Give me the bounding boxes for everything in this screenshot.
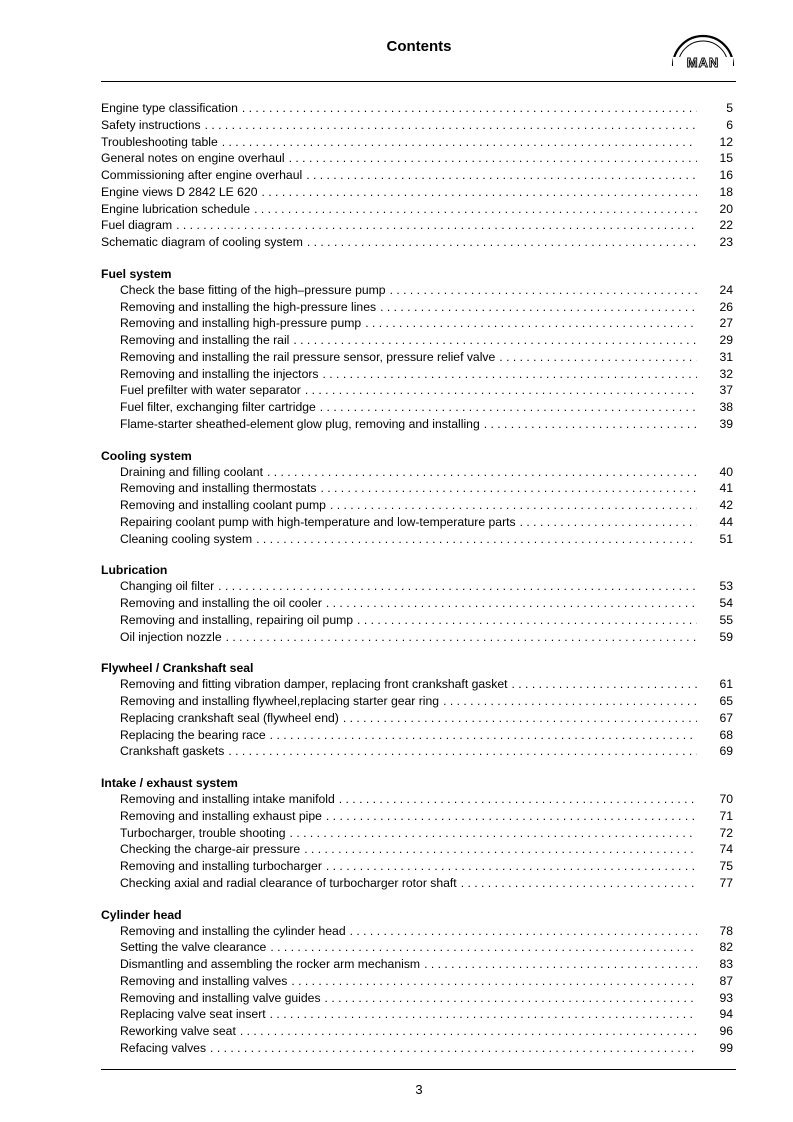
- toc-entry-label: Cleaning cooling system: [120, 531, 253, 546]
- toc-entry[interactable]: [101, 514, 733, 531]
- toc-entry-label: Removing and installing the high-pressure lines: [120, 299, 377, 314]
- toc-entry[interactable]: [101, 710, 733, 727]
- section-heading: Flywheel / Crankshaft seal: [101, 661, 254, 676]
- toc-entry-label: Replacing crankshaft seal (flywheel end): [120, 710, 339, 725]
- toc-entry-page: 26: [719, 299, 733, 314]
- toc-entry-label: Flame-starter sheathed-element glow plug, removing and installing: [120, 416, 480, 431]
- toc-entry[interactable]: [101, 382, 733, 399]
- toc-entry-page: 61: [719, 677, 733, 692]
- toc-entry-label: Setting the valve clearance: [120, 940, 267, 955]
- toc-entry-label: Replacing the bearing race: [120, 727, 266, 742]
- toc-entry-page: 38: [719, 400, 733, 414]
- toc-entry[interactable]: [101, 480, 733, 497]
- dot-leader: [499, 349, 697, 366]
- toc-entry-page: 93: [719, 990, 733, 1005]
- toc-entry-page: 37: [719, 383, 733, 398]
- toc-entry-label: Dismantling and assembling the rocker arm mechanism: [120, 957, 421, 971]
- toc-entry[interactable]: [101, 366, 733, 383]
- toc-entry-page: 51: [719, 531, 733, 546]
- man-logo: [669, 32, 737, 70]
- toc-entry-page: 87: [719, 973, 733, 988]
- toc-entry-page: 12: [719, 134, 733, 149]
- toc-entry-label: Removing and installing the oil cooler: [120, 596, 322, 610]
- toc-entry[interactable]: [101, 727, 733, 744]
- toc-entry[interactable]: [101, 531, 733, 548]
- toc-entry-page: 31: [719, 349, 733, 364]
- toc-entry[interactable]: [101, 117, 733, 134]
- toc-entry[interactable]: [101, 1023, 733, 1040]
- toc-entry[interactable]: [101, 875, 733, 892]
- toc-entry[interactable]: [101, 1040, 733, 1057]
- dot-leader: [350, 923, 697, 940]
- toc-entry-label: Draining and filling coolant: [120, 464, 263, 479]
- toc-entry-label: Removing and installing the rail pressure sensor, pressure relief valve: [120, 349, 496, 364]
- toc-entry-label: Removing and installing exhaust pipe: [120, 808, 322, 823]
- toc-entry-label: Removing and installing, repairing oil pump: [120, 612, 354, 627]
- toc-entry-page: 83: [719, 957, 733, 971]
- dot-leader: [218, 578, 697, 595]
- toc-entry[interactable]: [101, 497, 733, 514]
- dot-leader: [343, 710, 697, 727]
- dot-leader: [339, 791, 697, 808]
- toc-entry[interactable]: [101, 939, 733, 956]
- toc-entry-label: Removing and installing the cylinder head: [120, 923, 346, 938]
- dot-leader: [443, 693, 697, 710]
- toc-entry[interactable]: [101, 693, 733, 710]
- toc-entry-page: 18: [719, 184, 733, 199]
- toc-entry-page: 75: [719, 859, 733, 873]
- dot-leader: [306, 167, 697, 184]
- toc-entry-page: 5: [726, 101, 733, 115]
- toc-entry-label: Removing and installing coolant pump: [120, 498, 326, 512]
- page-number: 3: [415, 1082, 423, 1097]
- dot-leader: [291, 973, 697, 990]
- toc-entry[interactable]: [101, 629, 733, 646]
- toc-entry-label: Check the base fitting of the high–pressure pump: [120, 282, 386, 297]
- toc-entry-label: Removing and installing the rail: [120, 333, 290, 347]
- toc-entry-page: 32: [719, 366, 733, 381]
- dot-leader: [320, 399, 697, 416]
- toc-entry-page: 71: [719, 808, 733, 823]
- toc-entry-label: Safety instructions: [101, 117, 201, 132]
- page-title: Contents: [386, 38, 452, 55]
- toc-entry[interactable]: [101, 612, 733, 629]
- dot-leader: [176, 217, 697, 234]
- footer-divider: [101, 1069, 736, 1070]
- header-divider: [101, 81, 736, 82]
- dot-leader: [290, 825, 697, 842]
- toc-entry-label: Repairing coolant pump with high-temperature and low-temperature parts: [120, 514, 516, 529]
- toc-entry-label: Removing and installing turbocharger: [120, 859, 322, 873]
- dot-leader: [270, 939, 697, 956]
- dot-leader: [357, 612, 697, 629]
- dot-leader: [326, 808, 697, 825]
- dot-leader: [256, 531, 697, 548]
- dot-leader: [270, 1006, 697, 1023]
- dot-leader: [305, 382, 697, 399]
- toc-entry-label: Replacing valve seat insert: [120, 1007, 266, 1022]
- toc-entry-label: Refacing valves: [120, 1040, 207, 1055]
- toc-entry-page: 94: [719, 1007, 733, 1022]
- toc-entry[interactable]: [101, 150, 733, 167]
- toc-entry-page: 15: [719, 151, 733, 166]
- toc-entry-label: Checking axial and radial clearance of turbocharger rotor shaft: [120, 875, 457, 890]
- toc-entry-page: 59: [719, 629, 733, 644]
- table-of-contents: [101, 100, 733, 1057]
- toc-entry[interactable]: [101, 808, 733, 825]
- dot-leader: [205, 117, 697, 134]
- toc-entry[interactable]: [101, 990, 733, 1007]
- toc-entry-page: 29: [719, 333, 733, 347]
- dot-leader: [330, 497, 697, 514]
- toc-entry-page: 39: [719, 416, 733, 431]
- toc-entry-label: Changing oil filter: [120, 579, 215, 594]
- dot-leader: [304, 841, 697, 858]
- toc-entry[interactable]: [101, 282, 733, 299]
- toc-entry[interactable]: [101, 134, 733, 151]
- toc-entry-page: 74: [719, 842, 733, 857]
- toc-entry[interactable]: [101, 234, 733, 251]
- toc-entry-page: 54: [719, 596, 733, 610]
- toc-entry-page: 82: [719, 940, 733, 955]
- toc-entry-page: 65: [719, 694, 733, 708]
- dot-leader: [228, 743, 697, 760]
- toc-entry-label: Engine type classification: [101, 101, 238, 115]
- toc-entry-page: 27: [719, 316, 733, 331]
- toc-entry-page: 22: [719, 218, 733, 233]
- logo-text: MAN: [686, 55, 720, 70]
- toc-entry[interactable]: [101, 1006, 733, 1023]
- toc-entry-page: 53: [719, 579, 733, 594]
- section-heading: Cylinder head: [101, 907, 182, 922]
- toc-entry[interactable]: [101, 743, 733, 760]
- toc-entry-page: 20: [719, 201, 733, 216]
- toc-entry-label: Schematic diagram of cooling system: [101, 235, 303, 249]
- toc-entry[interactable]: [101, 167, 733, 184]
- toc-entry-page: 77: [719, 875, 733, 890]
- toc-entry[interactable]: [101, 184, 733, 201]
- toc-entry[interactable]: [101, 464, 733, 481]
- toc-entry-page: 6: [726, 117, 733, 132]
- dot-leader: [323, 366, 698, 383]
- toc-entry-label: Removing and fitting vibration damper, replacing front crankshaft gasket: [120, 677, 508, 692]
- toc-entry-label: Removing and installing thermostats: [120, 481, 317, 496]
- toc-entry-page: 68: [719, 727, 733, 742]
- dot-leader: [326, 858, 697, 875]
- dot-leader: [512, 676, 698, 693]
- dot-leader: [307, 234, 697, 251]
- toc-entry-page: 69: [719, 744, 733, 759]
- toc-entry-page: 78: [719, 923, 733, 938]
- toc-entry[interactable]: [101, 201, 733, 218]
- toc-entry[interactable]: [101, 791, 733, 808]
- dot-leader: [365, 315, 697, 332]
- dot-leader: [484, 416, 697, 433]
- dot-leader: [270, 727, 697, 744]
- dot-leader: [390, 282, 697, 299]
- toc-entry-page: 40: [719, 464, 733, 479]
- dot-leader: [320, 480, 697, 497]
- dot-leader: [254, 201, 697, 218]
- dot-leader: [424, 956, 697, 973]
- toc-entry-page: 96: [719, 1024, 733, 1038]
- toc-entry[interactable]: [101, 973, 733, 990]
- toc-entry-page: 44: [719, 514, 733, 529]
- section-heading: Cooling system: [101, 448, 192, 463]
- toc-entry-page: 23: [719, 235, 733, 249]
- dot-leader: [289, 150, 697, 167]
- toc-entry-page: 16: [719, 168, 733, 182]
- dot-leader: [293, 332, 697, 349]
- toc-entry[interactable]: [101, 349, 733, 366]
- toc-entry-page: 41: [719, 481, 733, 496]
- toc-entry-label: Fuel filter, exchanging filter cartridge: [120, 400, 316, 414]
- toc-entry-page: 70: [719, 792, 733, 806]
- section-heading: Lubrication: [101, 563, 168, 578]
- dot-leader: [325, 990, 697, 1007]
- toc-entry[interactable]: [101, 299, 733, 316]
- toc-entry-label: Removing and installing valves: [120, 973, 288, 988]
- toc-entry-label: Removing and installing flywheel,replacing starter gear ring: [120, 694, 440, 708]
- toc-entry[interactable]: [101, 825, 733, 842]
- section-heading: Intake / exhaust system: [101, 776, 238, 790]
- toc-entry-label: Removing and installing intake manifold: [120, 792, 335, 806]
- toc-entry-page: 67: [719, 710, 733, 725]
- toc-entry-label: Oil injection nozzle: [120, 629, 222, 644]
- dot-leader: [326, 595, 697, 612]
- toc-entry[interactable]: [101, 332, 733, 349]
- toc-entry[interactable]: [101, 217, 733, 234]
- toc-entry[interactable]: [101, 595, 733, 612]
- toc-entry[interactable]: [101, 956, 733, 973]
- toc-entry-label: Reworking valve seat: [120, 1024, 236, 1038]
- toc-entry[interactable]: [101, 578, 733, 595]
- section-heading: Fuel system: [101, 266, 172, 281]
- toc-entry[interactable]: [101, 100, 733, 117]
- dot-leader: [262, 184, 697, 201]
- toc-entry-label: General notes on engine overhaul: [101, 151, 285, 166]
- toc-entry-label: Removing and installing high-pressure pump: [120, 316, 362, 331]
- toc-entry-label: Engine lubrication schedule: [101, 201, 251, 216]
- toc-entry-page: 72: [719, 825, 733, 840]
- toc-entry-label: Checking the charge-air pressure: [120, 842, 301, 857]
- toc-entry[interactable]: [101, 399, 733, 416]
- toc-entry-label: Engine views D 2842 LE 620: [101, 184, 258, 199]
- toc-entry-page: 42: [719, 498, 733, 512]
- toc-entry-label: Removing and installing valve guides: [120, 990, 321, 1005]
- dot-leader: [461, 875, 697, 892]
- toc-entry-page: 55: [719, 612, 733, 627]
- toc-entry-label: Turbocharger, trouble shooting: [120, 825, 286, 840]
- dot-leader: [242, 100, 697, 117]
- toc-entry[interactable]: [101, 841, 733, 858]
- toc-entry-page: 24: [719, 282, 733, 297]
- toc-entry[interactable]: [101, 416, 733, 433]
- toc-entry-page: 99: [719, 1040, 733, 1055]
- dot-leader: [240, 1023, 697, 1040]
- toc-entry-label: Commissioning after engine overhaul: [101, 168, 303, 182]
- dot-leader: [380, 299, 697, 316]
- dot-leader: [226, 629, 697, 646]
- toc-entry-label: Fuel diagram: [101, 218, 173, 233]
- toc-entry[interactable]: [101, 676, 733, 693]
- toc-entry-label: Troubleshooting table: [101, 134, 218, 149]
- dot-leader: [210, 1040, 697, 1057]
- toc-entry-label: Removing and installing the injectors: [120, 366, 319, 381]
- toc-entry-label: Fuel prefilter with water separator: [120, 383, 301, 398]
- toc-entry[interactable]: [101, 315, 733, 332]
- toc-entry[interactable]: [101, 923, 733, 940]
- toc-entry[interactable]: [101, 858, 733, 875]
- dot-leader: [267, 464, 697, 481]
- toc-entry-label: Crankshaft gaskets: [120, 744, 225, 759]
- dot-leader: [222, 134, 697, 151]
- dot-leader: [520, 514, 697, 531]
